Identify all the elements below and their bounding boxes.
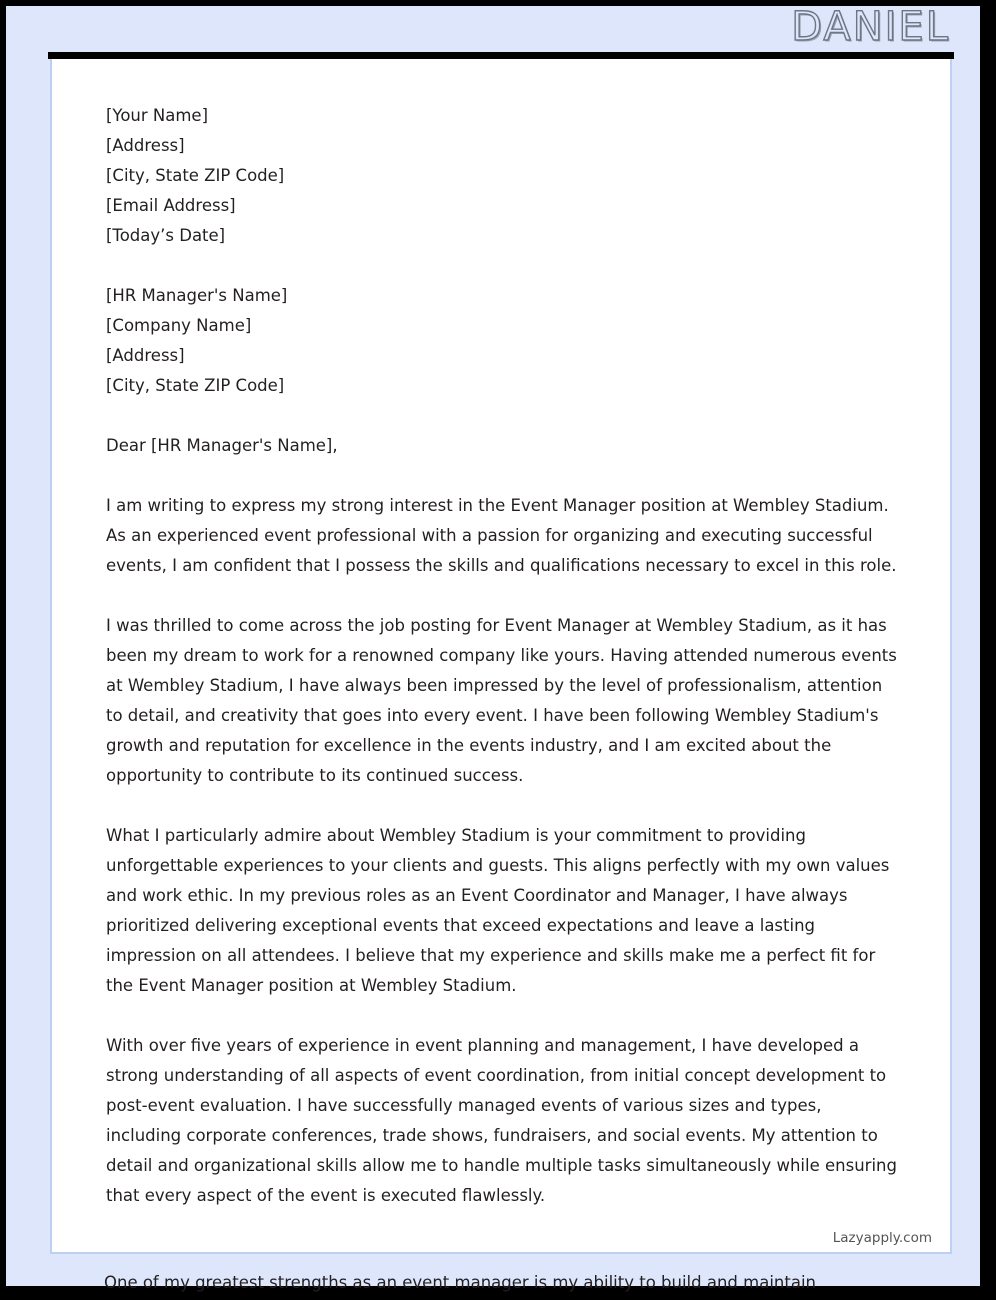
masthead: [6, 6, 980, 52]
body-paragraph-2: I was thrilled to come across the job posting for Event Manager at Wembley Stadium, as it has been my dream to work for a renowned company like yours. Having attended numerous events at Wembley Stadium, I have always been impressed by the level of professionalism, attention to detail, and creativity that goes into every event. I have been following Wembley Stadium's growth and reputation for excellence in the events industry, and I am excited about the opportunity to contribute to its continued success.: [106, 616, 897, 785]
body-paragraph-5-truncated: One of my greatest strengths as an event manager is my ability to build and maintain: [104, 1273, 816, 1292]
sender-email-line: [Email Address]: [106, 196, 236, 215]
sender-city-line: [City, State ZIP Code]: [106, 166, 285, 185]
sender-name-line: [Your Name]: [106, 106, 209, 125]
body-paragraph-4: With over five years of experience in event planning and management, I have developed a strong understanding of all aspects of event coordination, from initial concept development to post-event evaluation. I have successfully managed events of various sizes and types, including corporate conferences, trade shows, fundraisers, and social events. My attention to detail and organizational skills allow me to handle multiple tasks simultaneously while ensuring that every aspect of the event is executed flawlessly.: [106, 1036, 897, 1205]
recipient-name-line: [HR Manager's Name]: [106, 286, 288, 305]
masthead-divider-rule: [48, 52, 954, 59]
document-background: [6, 4, 980, 1292]
sender-address-line: [Address]: [106, 136, 185, 155]
salutation: Dear [HR Manager's Name],: [106, 436, 338, 455]
recipient-city-line: [City, State ZIP Code]: [106, 376, 285, 395]
body-paragraph-3: What I particularly admire about Wembley Stadium is your commitment to providing unforgettable experiences to your clients and guests. This aligns perfectly with my own values and work ethic. In my previous roles as an Event Coordinator and Manager, I have always prioritized delivering exceptional events that exceed expectations and leave a lasting impression on all attendees. I believe that my experience and skills make me a perfect fit for the Event Manager position at Wembley Stadium.: [106, 826, 890, 995]
sender-address-block: [106, 101, 898, 251]
spacer-after-recipient: [106, 401, 898, 431]
letter-sheet: [50, 59, 952, 1254]
recipient-address-line: [Address]: [106, 346, 185, 365]
applicant-name-heading: DANIEL: [791, 4, 950, 50]
letter-body: [52, 59, 950, 1211]
spacer-after-sender: [106, 251, 898, 281]
recipient-company-line: [Company Name]: [106, 316, 252, 335]
spacer-after-salutation: [106, 461, 898, 491]
body-paragraph-1: I am writing to express my strong interest in the Event Manager position at Wembley Stadium. As an experienced event professional with a passion for organizing and executing successful events, I am confident that I possess the skills and qualifications necessary to excel in this role.: [106, 496, 897, 575]
sender-date-line: [Today’s Date]: [106, 226, 226, 245]
recipient-address-block: [106, 281, 898, 401]
lazyapply-watermark: Lazyapply.com: [832, 1230, 932, 1246]
